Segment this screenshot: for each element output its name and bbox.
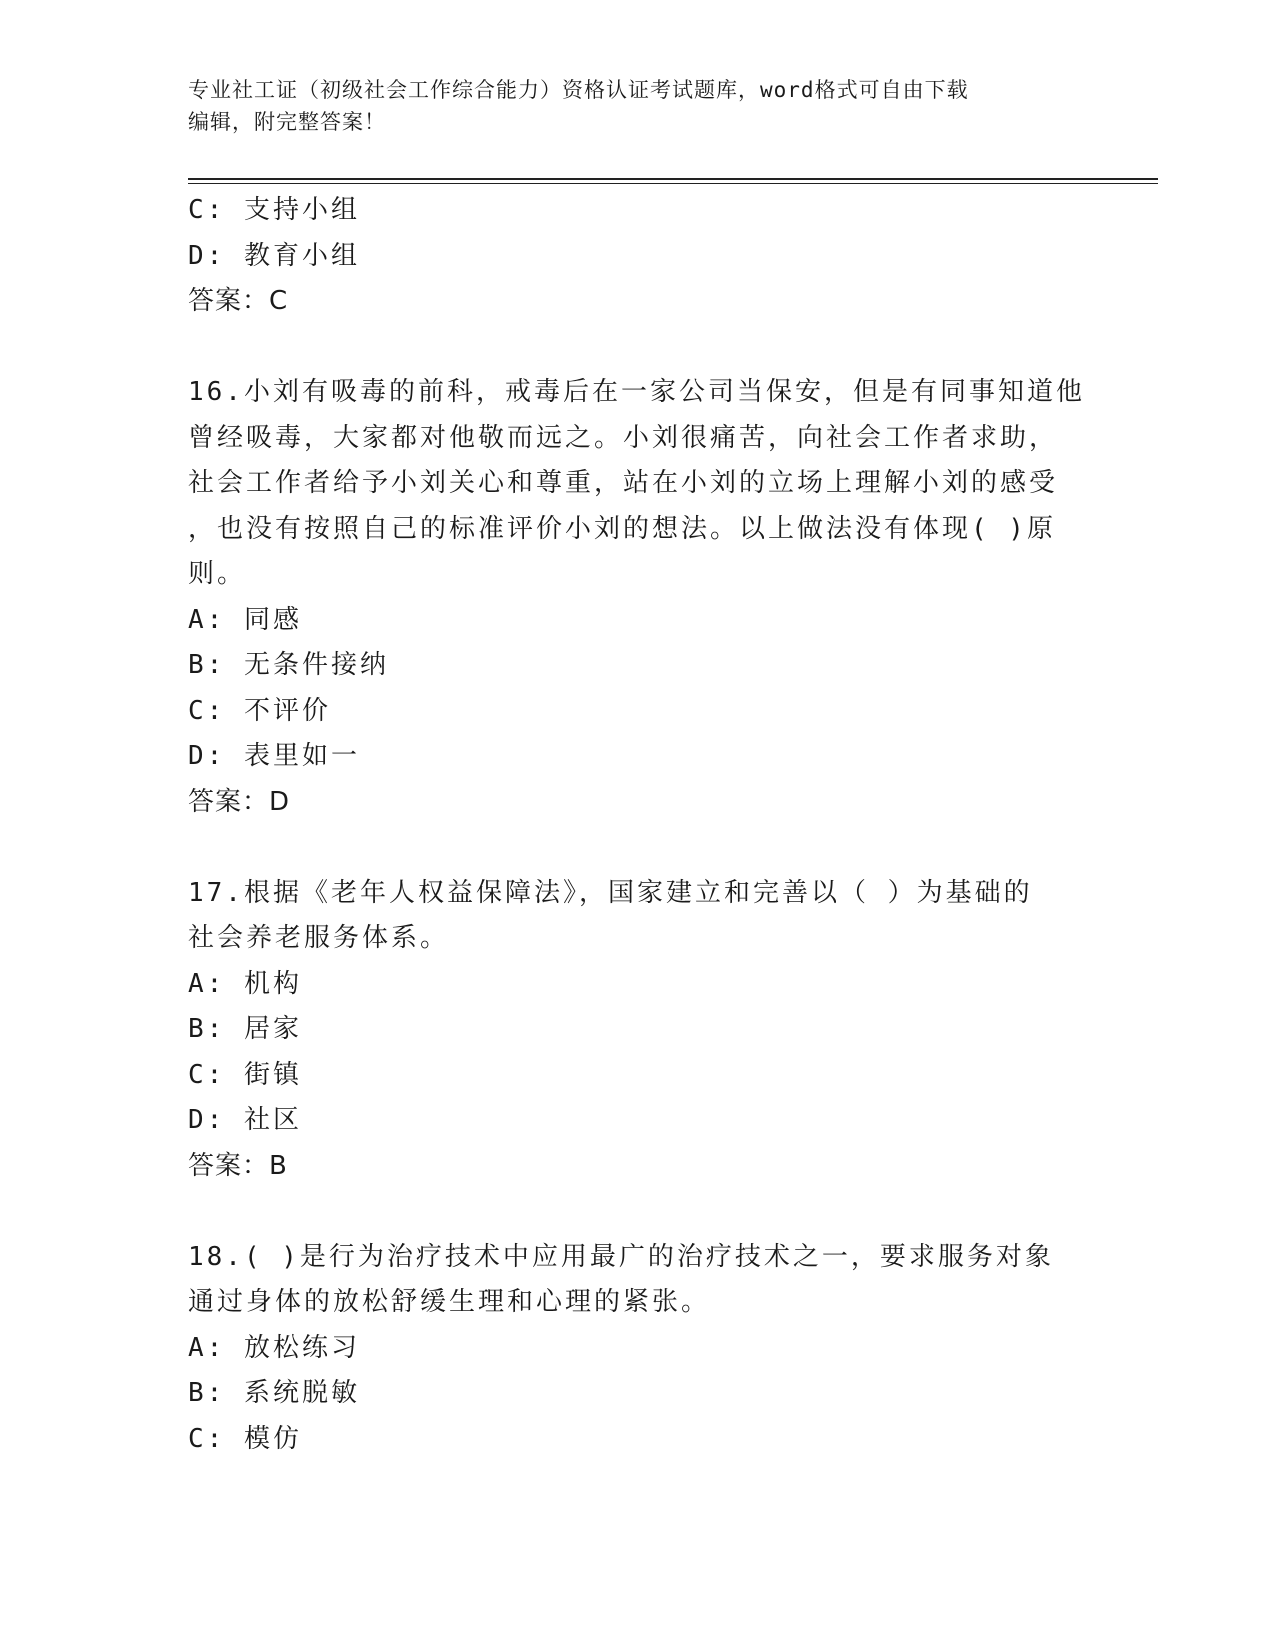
spacer xyxy=(188,325,1088,371)
question-stem-line: 18.( )是行为治疗技术中应用最广的治疗技术之一，要求服务对象 xyxy=(188,1241,1054,1272)
option-c: C: 街镇 xyxy=(188,1059,302,1090)
question-list xyxy=(188,188,1088,1462)
question-17 xyxy=(188,871,1088,1190)
question-stem-line: 则。 xyxy=(188,559,247,589)
option-b: B: 居家 xyxy=(188,1014,302,1044)
question-stem-line: 社会工作者给予小刘关心和尊重，站在小刘的立场上理解小刘的感受 xyxy=(188,468,1059,498)
option-c: C: 模仿 xyxy=(188,1423,302,1454)
option-c: C: 支持小组 xyxy=(188,195,360,225)
header-title-line-2: 编辑，附完整答案！ xyxy=(188,110,386,134)
option-c: C: 不评价 xyxy=(188,695,331,726)
question-stem-line: 17.根据《老年人权益保障法》，国家建立和完善以（ ）为基础的 xyxy=(188,877,1033,908)
question-stem-line: 16.小刘有吸毒的前科，戒毒后在一家公司当保安，但是有同事知道他 xyxy=(188,377,1085,407)
header-divider xyxy=(188,178,1158,184)
spacer xyxy=(188,1189,1088,1235)
spacer xyxy=(188,825,1088,871)
question-stem-line: ，也没有按照自己的标准评价小刘的想法。以上做法没有体现( )原 xyxy=(188,513,1056,544)
option-b: B: 系统脱敏 xyxy=(188,1378,360,1408)
question-15-tail xyxy=(188,188,1088,325)
option-b: B: 无条件接纳 xyxy=(188,650,389,680)
question-stem-line: 社会养老服务体系。 xyxy=(188,923,450,953)
answer-line: 答案：D xyxy=(188,786,291,817)
option-d: D: 表里如一 xyxy=(188,741,360,771)
option-a: A: 机构 xyxy=(188,968,302,999)
header-title-line-1: 专业社工证（初级社会工作综合能力）资格认证考试题库，word格式可自由下载 xyxy=(188,78,969,102)
question-16 xyxy=(188,370,1088,825)
answer-line: 答案：C xyxy=(188,286,289,316)
question-stem-line: 曾经吸毒，大家都对他敬而远之。小刘很痛苦，向社会工作者求助， xyxy=(188,422,1059,453)
option-d: D: 教育小组 xyxy=(188,240,360,271)
answer-line: 答案：B xyxy=(188,1150,288,1181)
question-18 xyxy=(188,1235,1088,1463)
question-stem-line: 通过身体的放松舒缓生理和心理的紧张。 xyxy=(188,1287,711,1317)
option-a: A: 放松练习 xyxy=(188,1332,360,1363)
option-a: A: 同感 xyxy=(188,604,302,635)
option-d: D: 社区 xyxy=(188,1105,302,1135)
page-header xyxy=(188,74,1088,138)
